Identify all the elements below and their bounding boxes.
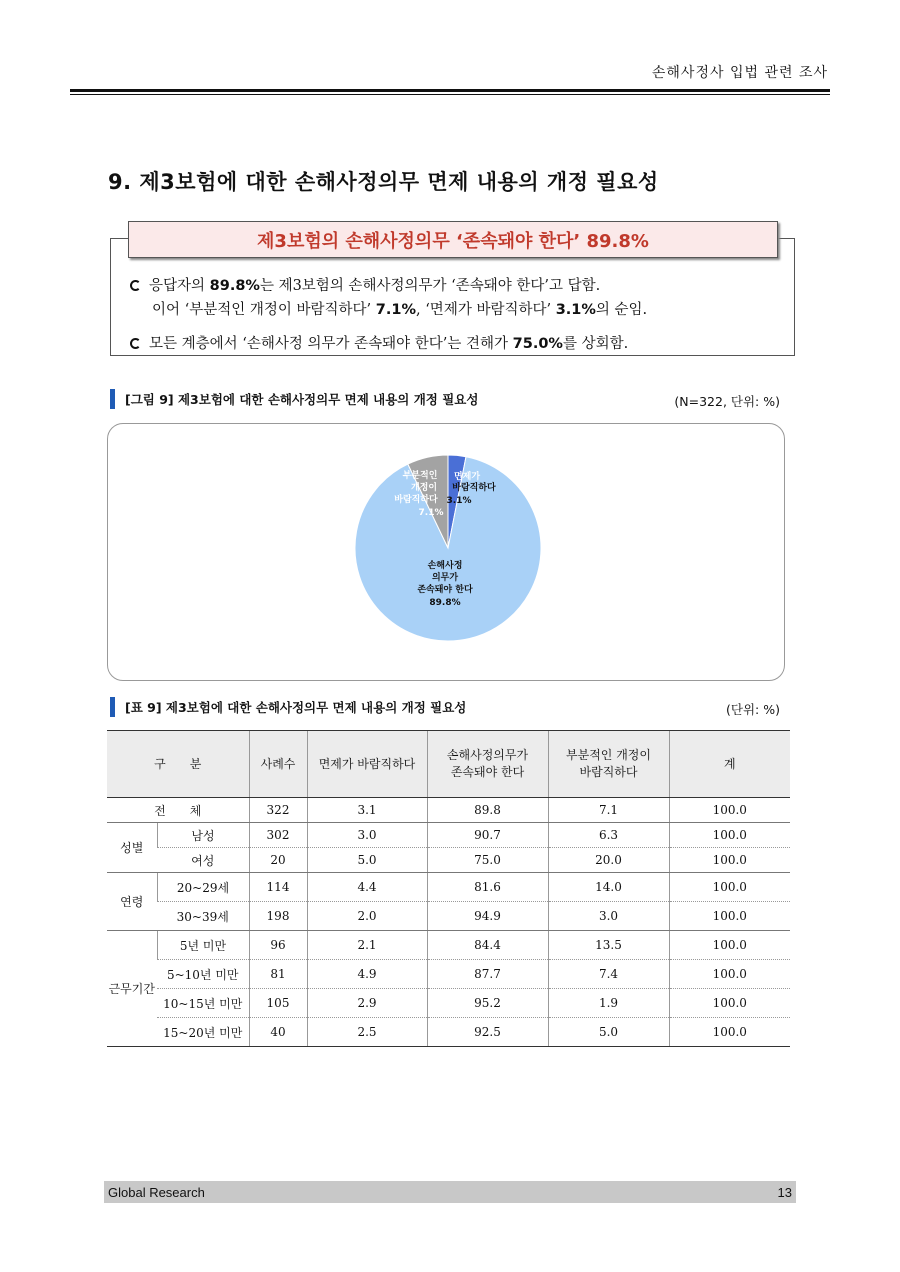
group-label-age: 연령 <box>107 873 157 931</box>
summary-frame-tick-right <box>777 238 795 239</box>
pie-label-partial-4: 7.1% <box>418 508 444 518</box>
table-row <box>107 848 790 873</box>
pie-chart <box>353 453 543 643</box>
cell-partial: 13.5 <box>548 931 669 960</box>
header-rule-thin <box>70 94 830 95</box>
cell-partial: 5.0 <box>548 1018 669 1047</box>
cell-total: 100.0 <box>669 931 790 960</box>
cell-partial: 6.3 <box>548 823 669 848</box>
cell-exempt: 4.4 <box>307 873 427 902</box>
cell-exempt: 3.1 <box>307 798 427 823</box>
cell-partial: 3.0 <box>548 902 669 931</box>
col-header-total: 계 <box>669 731 790 798</box>
group-label-sex: 성별 <box>107 823 157 873</box>
row-label: 10~15년 미만 <box>157 989 249 1018</box>
caption-bar-icon <box>110 389 115 409</box>
pie-label-partial-2: 개정이 <box>410 483 438 493</box>
cell-partial: 20.0 <box>548 848 669 873</box>
row-label: 5~10년 미만 <box>157 960 249 989</box>
row-label: 5년 미만 <box>157 931 249 960</box>
summary-headline: 제3보험의 손해사정의무 ‘존속돼야 한다’ 89.8% <box>128 221 778 258</box>
pie-label-maintain-3: 존속돼야 한다 <box>417 585 473 595</box>
cell-maintain: 81.6 <box>427 873 548 902</box>
cell-maintain: 92.5 <box>427 1018 548 1047</box>
table-row-total <box>107 798 790 823</box>
summary-frame-tick-left <box>110 238 128 239</box>
table-note: (단위: %) <box>726 702 780 717</box>
section-title: 9. 제3보험에 대한 손해사정의무 면제 내용의 개정 필요성 <box>108 170 659 194</box>
table-row <box>107 989 790 1018</box>
col-header-partial <box>548 731 669 798</box>
cell-total: 100.0 <box>669 848 790 873</box>
cell-maintain: 94.9 <box>427 902 548 931</box>
row-label: 여성 <box>157 848 249 873</box>
col-header-exempt: 면제가 바람직하다 <box>307 731 427 798</box>
bullet-highlight: 3.1% <box>555 302 596 318</box>
col-header-maintain <box>427 731 548 798</box>
bullet-text: 응답자의 <box>149 278 210 294</box>
bullet-highlight: 7.1% <box>375 302 416 318</box>
bullet-text: 를 상회함. <box>562 336 629 352</box>
cell-exempt: 4.9 <box>307 960 427 989</box>
pie-label-maintain-1: 손해사정 <box>427 561 463 571</box>
bullet-circle-icon <box>130 280 141 291</box>
row-label: 30~39세 <box>157 902 249 931</box>
table-row <box>107 931 790 960</box>
cell-cases: 302 <box>249 823 307 848</box>
cell-exempt: 2.1 <box>307 931 427 960</box>
cell-cases: 198 <box>249 902 307 931</box>
row-label: 20~29세 <box>157 873 249 902</box>
row-label: 남성 <box>157 823 249 848</box>
table-header-row <box>107 731 790 798</box>
figure-caption <box>110 389 478 409</box>
pie-label-exempt-1: 면제가 <box>453 472 481 482</box>
table-row <box>107 1018 790 1047</box>
cell-partial: 14.0 <box>548 873 669 902</box>
bullet-highlight: 89.8% <box>209 278 260 294</box>
col-header-partial-line1: 부분적인 개정이 <box>566 748 651 762</box>
cell-cases: 81 <box>249 960 307 989</box>
cell-total: 100.0 <box>669 823 790 848</box>
summary-bullet-1-continued <box>152 298 647 319</box>
cell-maintain: 90.7 <box>427 823 548 848</box>
data-table <box>107 730 790 1047</box>
bullet-text: , ‘면제가 바람직하다’ <box>415 302 556 318</box>
cell-partial: 1.9 <box>548 989 669 1018</box>
figure-caption-text: [그림 9] 제3보험에 대한 손해사정의무 면제 내용의 개정 필요성 <box>125 392 479 407</box>
bullet-circle-icon <box>130 338 141 349</box>
footer-publisher: Global Research <box>108 1184 205 1200</box>
col-header-partial-line2: 바람직하다 <box>579 765 638 779</box>
page-footer <box>104 1181 796 1203</box>
cell-maintain: 89.8 <box>427 798 548 823</box>
bullet-text: 는 제3보험의 손해사정의무가 ‘존속돼야 한다’고 답함. <box>259 278 601 294</box>
figure-note: (N=322, 단위: %) <box>674 394 780 409</box>
row-label: 15~20년 미만 <box>157 1018 249 1047</box>
caption-bar-icon <box>110 697 115 717</box>
pie-label-maintain-4: 89.8% <box>429 598 461 608</box>
summary-bullet-1 <box>130 274 600 295</box>
cell-exempt: 5.0 <box>307 848 427 873</box>
header-rule-thick <box>70 89 830 92</box>
cell-exempt: 2.9 <box>307 989 427 1018</box>
cell-cases: 105 <box>249 989 307 1018</box>
table-row <box>107 960 790 989</box>
cell-exempt: 2.0 <box>307 902 427 931</box>
pie-label-maintain-2: 의무가 <box>431 573 459 583</box>
cell-maintain: 95.2 <box>427 989 548 1018</box>
table-caption-text: [표 9] 제3보험에 대한 손해사정의무 면제 내용의 개정 필요성 <box>125 700 467 715</box>
group-label-tenure: 근무기간 <box>107 931 157 1047</box>
summary-bullet-2 <box>130 332 628 353</box>
cell-maintain: 84.4 <box>427 931 548 960</box>
col-header-maintain-line2: 존속돼야 한다 <box>450 765 525 779</box>
cell-total: 100.0 <box>669 798 790 823</box>
cell-maintain: 87.7 <box>427 960 548 989</box>
cell-partial: 7.4 <box>548 960 669 989</box>
table-row <box>107 902 790 931</box>
cell-total: 100.0 <box>669 873 790 902</box>
running-header-title: 손해사정사 입법 관련 조사 <box>651 65 828 81</box>
cell-total: 100.0 <box>669 1018 790 1047</box>
pie-label-partial-1: 부분적인 <box>402 471 438 481</box>
cell-total: 100.0 <box>669 902 790 931</box>
cell-cases: 114 <box>249 873 307 902</box>
page-number: 13 <box>777 1184 792 1200</box>
cell-exempt: 2.5 <box>307 1018 427 1047</box>
pie-label-exempt-3: 3.1% <box>446 496 472 506</box>
bullet-text: 모든 계층에서 ‘손해사정 의무가 존속돼야 한다’는 견해가 <box>149 336 513 352</box>
cell-partial: 7.1 <box>548 798 669 823</box>
col-header-category: 구 분 <box>107 731 249 798</box>
cell-cases: 322 <box>249 798 307 823</box>
col-header-cases: 사례수 <box>249 731 307 798</box>
cell-total: 100.0 <box>669 989 790 1018</box>
table-row <box>107 823 790 848</box>
bullet-text: 의 순임. <box>595 302 648 318</box>
cell-cases: 20 <box>249 848 307 873</box>
cell-cases: 40 <box>249 1018 307 1047</box>
col-header-maintain-line1: 손해사정의무가 <box>446 748 529 762</box>
cell-maintain: 75.0 <box>427 848 548 873</box>
cell-exempt: 3.0 <box>307 823 427 848</box>
table-caption <box>110 697 466 717</box>
row-label: 전 체 <box>107 798 249 823</box>
pie-label-exempt-2: 바람직하다 <box>452 483 496 493</box>
pie-label-partial-3: 바람직하다 <box>394 495 438 505</box>
bullet-text: 이어 ‘부분적인 개정이 바람직하다’ <box>152 302 376 318</box>
cell-cases: 96 <box>249 931 307 960</box>
table-row <box>107 873 790 902</box>
bullet-highlight: 75.0% <box>512 336 563 352</box>
cell-total: 100.0 <box>669 960 790 989</box>
